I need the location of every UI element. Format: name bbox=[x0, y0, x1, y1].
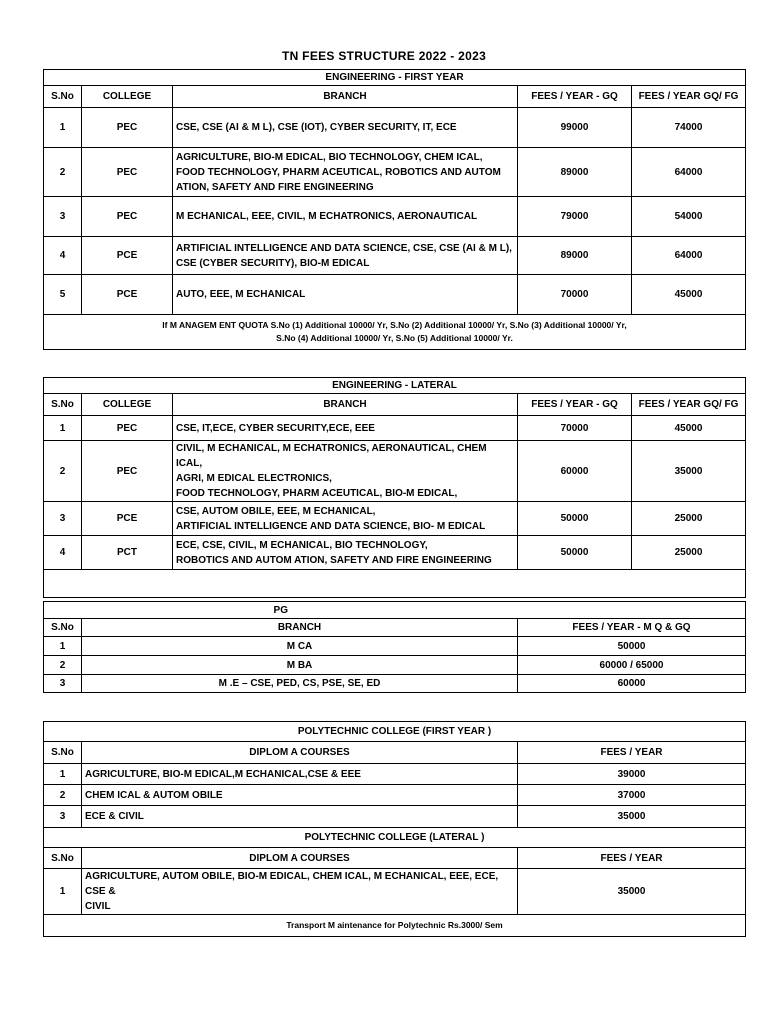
engineering-first-year-table bbox=[43, 69, 746, 350]
column-header: COLLEGE bbox=[82, 86, 173, 108]
section-heading: ENGINEERING - LATERAL bbox=[44, 378, 746, 394]
table-row: 1 AGRICULTURE, AUTOM OBILE, BIO-M EDICAL, CHEM ICAL, M ECHANICAL, EEE, ECE, CSE & CIVIL 35000 bbox=[44, 869, 746, 915]
spacer-row bbox=[44, 570, 746, 598]
column-header: FEES / YEAR GQ/ FG bbox=[632, 394, 746, 416]
table-row: 3 PCE CSE, AUTOM OBILE, EEE, M ECHANICAL, ARTIFICIAL INTELLIGENCE AND DATA SCIENCE, BIO- M EDICAL 50000 25000 bbox=[44, 502, 746, 536]
column-header: BRANCH bbox=[82, 619, 518, 637]
table-row: 1 PEC CSE, IT,ECE, CYBER SECURITY,ECE, EEE 70000 45000 bbox=[44, 416, 746, 441]
column-header: FEES / YEAR - M Q & GQ bbox=[518, 619, 746, 637]
table-row: 4 PCE ARTIFICIAL INTELLIGENCE AND DATA SCIENCE, CSE, CSE (AI & M L), CSE (CYBER SECURITY), BIO-M EDICAL 89000 64000 bbox=[44, 237, 746, 275]
table-row: 2 CHEM ICAL & AUTOM OBILE 37000 bbox=[44, 785, 746, 806]
column-header: S.No bbox=[44, 86, 82, 108]
column-header: BRANCH bbox=[173, 394, 518, 416]
section-heading: POLYTECHNIC COLLEGE (FIRST YEAR ) bbox=[44, 722, 746, 742]
column-header: S.No bbox=[44, 742, 82, 764]
table-row: 2 PEC AGRICULTURE, BIO-M EDICAL, BIO TECHNOLOGY, CHEM ICAL, FOOD TECHNOLOGY, PHARM ACEUTICAL, ROBOTICS AND AUTOM ATION, SAFETY AND FIRE ENGINEERING 89000 64000 bbox=[44, 148, 746, 197]
table-row: 2 PEC CIVIL, M ECHANICAL, M ECHATRONICS, AERONAUTICAL, CHEM ICAL, AGRI, M EDICAL ELECTRONICS, FOOD TECHNOLOGY, PHARM ACEUTICAL, BIO-M EDICAL, 60000 35000 bbox=[44, 441, 746, 502]
column-header: COLLEGE bbox=[82, 394, 173, 416]
table-row: 1 PEC CSE, CSE (AI & M L), CSE (IOT), CYBER SECURITY, IT, ECE 99000 74000 bbox=[44, 108, 746, 148]
table-row: 1 M CA 50000 bbox=[44, 637, 746, 656]
column-header: FEES / YEAR GQ/ FG bbox=[632, 86, 746, 108]
table-row: 3 PEC M ECHANICAL, EEE, CIVIL, M ECHATRONICS, AERONAUTICAL 79000 54000 bbox=[44, 197, 746, 237]
section-heading: POLYTECHNIC COLLEGE (LATERAL ) bbox=[44, 828, 746, 848]
page-title: TN FEES STRUCTURE 2022 - 2023 bbox=[281, 49, 487, 63]
table-row: 1 AGRICULTURE, BIO-M EDICAL,M ECHANICAL,CSE & EEE 39000 bbox=[44, 764, 746, 785]
table-row: 4 PCT ECE, CSE, CIVIL, M ECHANICAL, BIO TECHNOLOGY, ROBOTICS AND AUTOM ATION, SAFETY AND FIRE ENGINEERING 50000 25000 bbox=[44, 536, 746, 570]
section-heading: PG bbox=[44, 602, 518, 619]
column-header: DIPLOM A COURSES bbox=[82, 848, 518, 869]
engineering-lateral-table bbox=[43, 377, 746, 598]
pg-table bbox=[43, 601, 746, 693]
table-row: 3 ECE & CIVIL 35000 bbox=[44, 806, 746, 828]
column-header: S.No bbox=[44, 619, 82, 637]
table-row: 3 M .E – CSE, PED, CS, PSE, SE, ED 60000 bbox=[44, 675, 746, 693]
column-header: FEES / YEAR - GQ bbox=[518, 86, 632, 108]
column-header: FEES / YEAR bbox=[518, 742, 746, 764]
column-header: DIPLOM A COURSES bbox=[82, 742, 518, 764]
management-quota-note: If M ANAGEM ENT QUOTA S.No (1) Additional 10000/ Yr, S.No (2) Additional 10000/ Yr, S.No (3) Additional 10000/ Yr, S.No (4) Additional 10000/ Yr, S.No (5) Additional 10000/ Yr. bbox=[44, 315, 746, 350]
transport-note: Transport M aintenance for Polytechnic Rs.3000/ Sem bbox=[44, 915, 746, 937]
column-header: S.No bbox=[44, 394, 82, 416]
column-header: FEES / YEAR - GQ bbox=[518, 394, 632, 416]
polytechnic-table bbox=[43, 721, 746, 937]
section-heading: ENGINEERING - FIRST YEAR bbox=[44, 70, 746, 86]
column-header: S.No bbox=[44, 848, 82, 869]
column-header: FEES / YEAR bbox=[518, 848, 746, 869]
table-row: 2 M BA 60000 / 65000 bbox=[44, 656, 746, 675]
column-header: BRANCH bbox=[173, 86, 518, 108]
table-row: 5 PCE AUTO, EEE, M ECHANICAL 70000 45000 bbox=[44, 275, 746, 315]
